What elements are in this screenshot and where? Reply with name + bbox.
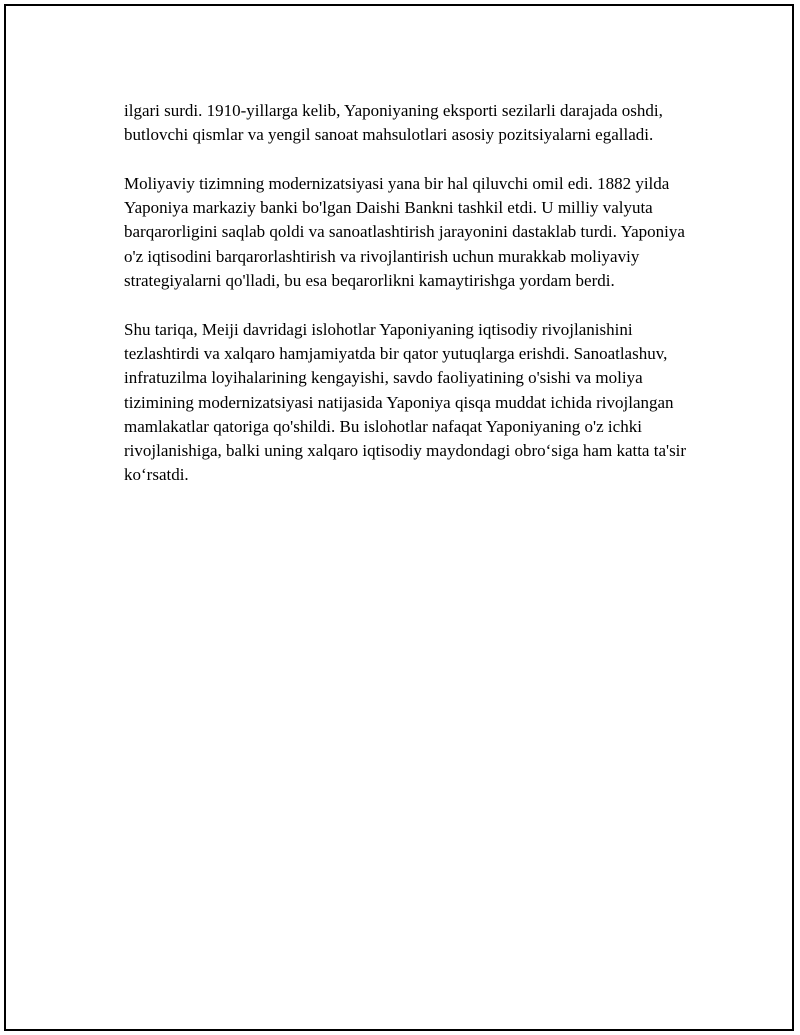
paragraph-3: Shu tariqa, Meiji davridagi islohotlar Yaponiyaning iqtisodiy rivojlanishini tezlashtirdi va xalqaro hamjamiyatda bir qator yutuqlarga erishdi. Sanoatlashuv, infratuzilma loyihalarining kengayishi, savdo faoliyatining o'sishi va moliya tizimining modernizatsiyasi natijasida Yaponiya qisqa muddat ichida rivojlangan mamlakatlar qatoriga qo'shildi. Bu islohotlar nafaqat Yaponiyaning o'z ichki rivojlanishiga, balki uning xalqaro iqtisodiy maydondagi obro‘siga ham katta ta'sir ko‘rsatdi. <box>124 319 687 485</box>
page-frame <box>4 4 794 1031</box>
document-body <box>124 99 690 512</box>
paragraph-2: Moliyaviy tizimning modernizatsiyasi yana bir hal qiluvchi omil edi. 1882 yilda Yaponiya markaziy banki bo'lgan Daishi Bankni tashkil etdi. U milliy valyuta barqarorligini saqlab qoldi va sanoatlashtirish jarayonini dastaklab turdi. Yaponiya o'z iqtisodini barqarorlashtirish va rivojlantirish uchun murakkab moliyaviy strategiyalarni qo'lladi, bu esa beqarorlikni kamaytirishga yordam berdi. <box>124 173 685 291</box>
paragraph-1: ilgari surdi. 1910-yillarga kelib, Yaponiyaning eksporti sezilarli darajada oshdi, butlovchi qismlar va yengil sanoat mahsulotlari asosiy pozitsiyalarni egalladi. <box>124 101 663 145</box>
